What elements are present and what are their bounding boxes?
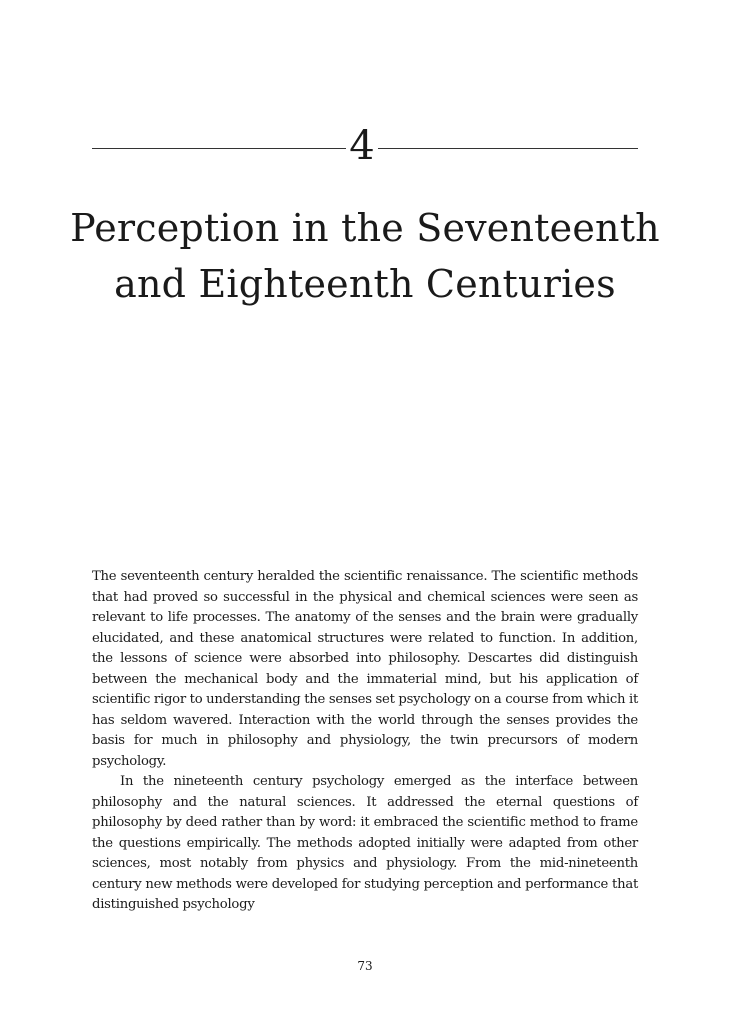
paragraph-2: In the nineteenth century psychology emerged as the interface between philosophy and the natural sciences. It addressed the eternal questions of philosophy by deed rather than by word: it embraced the scientific method to frame the questions empirically. The methods adopted initially were adapted from other sciences, most notably from physics and physiology. From the mid-nineteenth century new methods were developed for studying perception and performance that distinguished psychology	[92, 774, 638, 912]
chapter-rule-right	[378, 148, 638, 149]
page-number: 73	[357, 959, 373, 973]
chapter-header	[92, 123, 638, 172]
chapter-title-line-1: Perception in the Seventeenth	[70, 206, 660, 250]
chapter-number: 4	[349, 123, 375, 169]
chapter-title	[40, 200, 690, 312]
body-text	[92, 567, 638, 916]
chapter-title-line-2: and Eighteenth Centuries	[114, 262, 616, 306]
paragraph-1: The seventeenth century heralded the scientific renaissance. The scientific methods that had proved so successful in the physical and chemical sciences were seen as relevant to life processes. The anatomy of the senses and the brain were gradually elucidated, and these anatomical structures were related to function. In addition, the lessons of science were absorbed into philosophy. Descartes did distinguish between the mechanical body and the immaterial mind, but his application of scientific rigor to understanding the senses set psychology on a course from which it has seldom wavered. Interaction with the world through the senses provides the basis for much in philosophy and physiology, the twin precursors of modern psychology.	[92, 569, 638, 769]
chapter-rule-left	[92, 148, 346, 149]
